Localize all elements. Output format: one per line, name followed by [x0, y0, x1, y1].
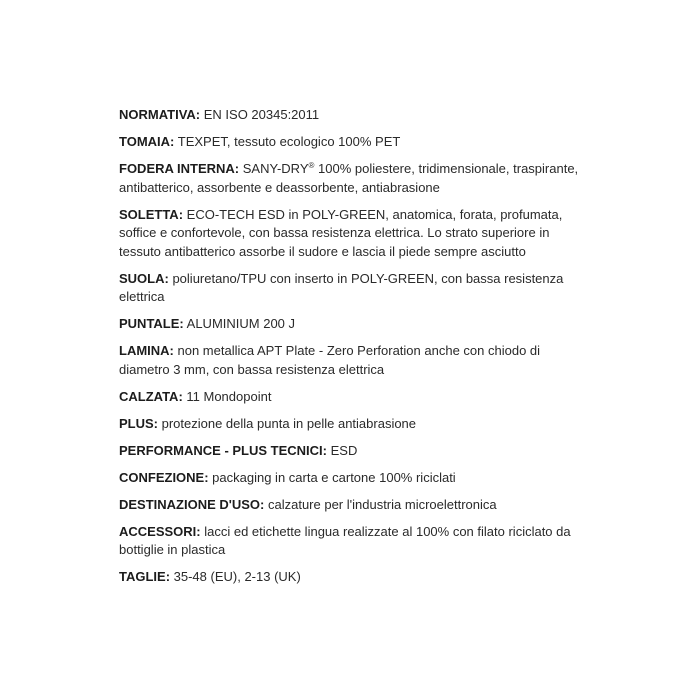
spec-normativa — [119, 106, 589, 125]
spec-taglie — [119, 568, 589, 587]
spec-suola — [119, 270, 589, 307]
spec-soletta-value: ECO-TECH ESD in POLY-GREEN, anatomica, forata, profumata, soffice e confortevole, con bassa resistenza elettrica. Lo strato superiore in tessuto antibatterico assorbe il sudore e lascia il piede sempre asciutto — [119, 206, 563, 259]
spec-calzata-label: CALZATA: — [119, 388, 183, 404]
spec-accessori — [119, 523, 589, 560]
spec-puntale-value: ALUMINIUM 200 J — [183, 316, 296, 331]
spec-performance — [119, 442, 589, 461]
spec-taglie-label: TAGLIE: — [119, 569, 171, 584]
spec-plus-value: protezione della punta in pelle antiabrasione — [158, 415, 417, 431]
spec-confezione — [119, 469, 589, 488]
spec-lamina-label: LAMINA: — [119, 343, 174, 358]
spec-plus — [119, 415, 589, 434]
spec-confezione-label: CONFEZIONE: — [119, 469, 209, 485]
spec-fodera-interna — [119, 160, 589, 197]
spec-soletta — [119, 206, 589, 262]
spec-puntale-label: PUNTALE: — [119, 316, 184, 331]
spec-soletta-label: SOLETTA: — [119, 206, 184, 222]
spec-performance-value: ESD — [327, 442, 358, 458]
spec-performance-label: PERFORMANCE - PLUS TECNICI: — [119, 442, 327, 458]
spec-suola-value: poliuretano/TPU con inserto in POLY-GREEN, con bassa resistenza elettrica — [119, 270, 564, 304]
spec-tomaia-label: TOMAIA: — [119, 134, 175, 149]
spec-lamina-value: non metallica APT Plate - Zero Perforation anche con chiodo di diametro 3 mm, con bassa resistenza elettrica — [119, 343, 541, 377]
spec-normativa-value: EN ISO 20345:2011 — [200, 107, 320, 122]
spec-accessori-label: ACCESSORI: — [119, 523, 201, 539]
spec-fodera-interna-label: FODERA INTERNA: — [119, 161, 240, 176]
spec-normativa-label: NORMATIVA: — [119, 107, 201, 122]
spec-fodera-interna-brand: SANY-DRY — [239, 161, 309, 176]
spec-destinazione-uso-label: DESTINAZIONE D'USO: — [119, 496, 265, 512]
spec-taglie-value: 35-48 (EU), 2-13 (UK) — [170, 569, 301, 584]
spec-calzata — [119, 388, 589, 407]
spec-destinazione-uso — [119, 496, 589, 515]
spec-lamina — [119, 342, 589, 379]
registered-mark: ® — [308, 161, 315, 170]
spec-tomaia — [119, 133, 589, 152]
spec-confezione-value: packaging in carta e cartone 100% riciclati — [208, 469, 456, 485]
spec-puntale — [119, 315, 589, 334]
spec-fodera-interna-value: 100% poliestere, tridimensionale, traspirante, antibatterico, assorbente e deassorbente, antiabrasione — [119, 161, 579, 195]
spec-tomaia-value: TEXPET, tessuto ecologico 100% PET — [174, 134, 401, 149]
spec-suola-label: SUOLA: — [119, 270, 169, 286]
product-spec-list — [119, 106, 589, 595]
spec-accessori-value: lacci ed etichette lingua realizzate al 100% con filato riciclato da bottiglie in plastica — [119, 523, 571, 557]
spec-destinazione-uso-value: calzature per l'industria microelettronica — [264, 496, 497, 512]
spec-plus-label: PLUS: — [119, 415, 158, 431]
spec-calzata-value: 11 Mondopoint — [182, 388, 272, 404]
